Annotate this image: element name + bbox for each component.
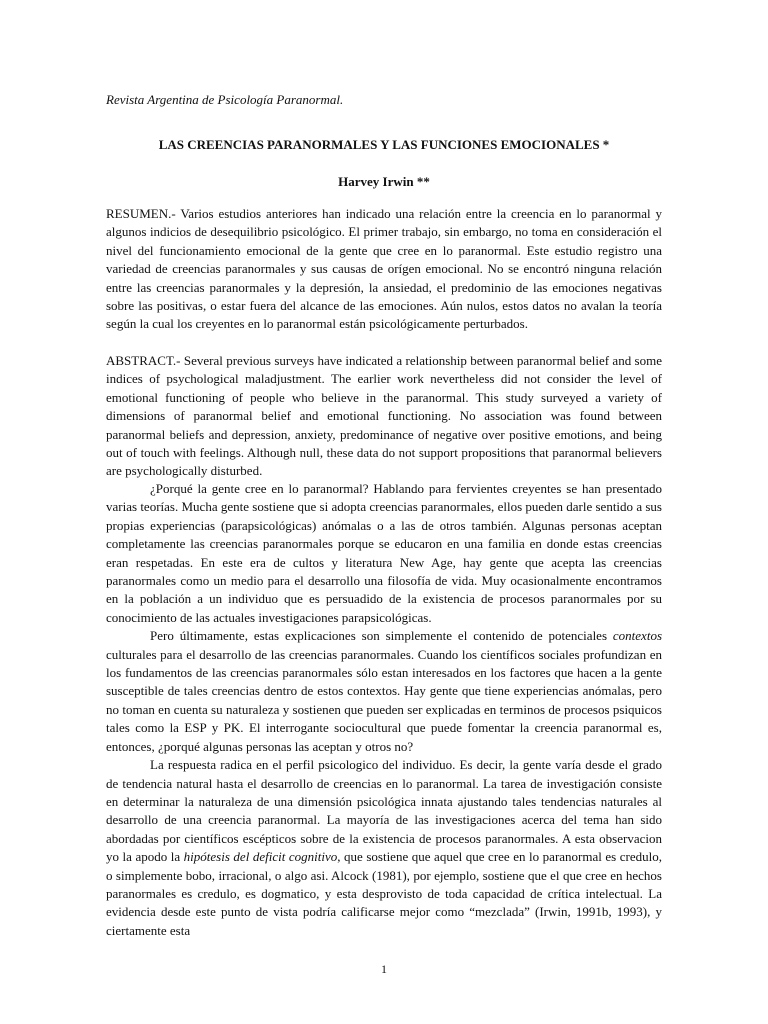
body-paragraph-1: ¿Porqué la gente cree en lo paranormal? Hablando para fervientes creyentes se han presentado varias teorías. Mucha gente sostiene que si adopta creencias paranormales, ellos pueden darle sentido a sus propias experiencias (parapsicológicas) anómalas o a las de otros también. Algunas personas aceptan completamente las creencias paranormales porque se educaron en una familia en donde estas creencias eran respetadas. En este era de cultos y literatura New Age, hay gente que acepta las creencias paranormales como un medio para el desarrollo una filosofía de vida. Muy ocasionalmente encontramos en la población a un individuo que es persuadido de la existencia de procesos paranormales por su conocimiento de las actuales investigaciones parapsicológicas. <box>106 481 662 625</box>
page-number: 1 <box>381 962 387 976</box>
body-paragraph-3 <box>106 756 662 940</box>
body-paragraph-2 <box>106 627 662 756</box>
emphasis-hipotesis: hipótesis del deficit cognitivo <box>183 849 338 865</box>
body-paragraph-2-end: culturales para el desarrollo de las creencias paranormales. Cuando los científicos sociales profundizan en los fundamentos de las creencias paranormales sólo estan interesados en los factores que hacen a la gente susceptible de tales creencias dentro de estos contextos. Hay gente que tiene experiencias anómalas, pero no toman en cuenta su naturaleza y sostienen que pueden ser explicadas en terminos de procesos psiquicos tales como la ESP y PK. El interrogante sociocultural que puede fomentar la creencia paranormal es, entonces, ¿porqué algunas personas las aceptan y otros no? <box>106 646 662 754</box>
body-paragraph-3-start: La respuesta radica en el perfil psicologico del individuo. Es decir, la gente varía desde el grado de tendencia natural hasta el desarrollo de creencias en lo paranormal. La tarea de investigación consiste en determinar la naturaleza de una dimensión psicológica innata ajustando tales tendencias naturales al desarrollo de una creencia paranormal. La mayoría de las investigaciones acerca del tema han sido abordadas por científicos escépticos sobre de la existencia de procesos paranormales. A esta observacion yo la apodo la <box>106 757 662 865</box>
resumen-paragraph: RESUMEN.- Varios estudios anteriores han indicado una relación entre la creencia en lo paranormal y algunos indicios de desequilibrio psicológico. El primer trabajo, sin embargo, no toma en consideración el nivel del funcionamiento emocional de la gente que cree en lo paranormal. Este estudio registro una variedad de creencias paranormales y sus causas de orígen emocional. No se encontró ninguna relación entre las creencias paranormales y la depresión, la ansiedad, el predominio de las emociones negativas sobre las positivas, o estar fuera del alcance de las emociones. Aún nulos, estos datos no avalan la teoría según la cual los creyentes en lo paranormal están psicológicamente perturbados. <box>106 206 662 332</box>
body-text <box>106 480 662 940</box>
abstract-paragraph: ABSTRACT.- Several previous surveys have indicated a relationship between paranormal belief and some indices of psychological maladjustment. The earlier work nevertheless did not consider the level of emotional functioning of people who believe in the paranormal. This study surveyed a variety of dimensions of paranormal belief and emotional functioning. No association was found between paranormal beliefs and depression, anxiety, predominance of negative over positive emotions, and being out of touch with feelings. Although null, these data do not support propositions that paranormal believers are psychologically disturbed. <box>106 353 662 479</box>
body-paragraph-2-start: Pero últimamente, estas explicaciones son simplemente el contenido de potenciales <box>150 628 613 644</box>
body-paragraph-3-end: , que sostiene que aquel que cree en lo paranormal es credulo, o simplemente bobo, irracional, o algo asi. Alcock (1981), por ejemplo, sostiene que el que cree en hechos paranormales es credulo, es dogmatico, y esta desprovisto de toda capacidad de crítica intelectual. La evidencia desde este punto de vista podría calificarse mejor como “mezclada” (Irwin, 1991b, 1993), y ciertamente esta <box>106 849 662 938</box>
article-title: LAS CREENCIAS PARANORMALES Y LAS FUNCIONES EMOCIONALES * <box>158 137 610 152</box>
journal-name: Revista Argentina de Psicología Paranormal. <box>106 92 344 107</box>
article-author: Harvey Irwin ** <box>338 174 430 189</box>
emphasis-contextos: contextos <box>612 628 662 644</box>
